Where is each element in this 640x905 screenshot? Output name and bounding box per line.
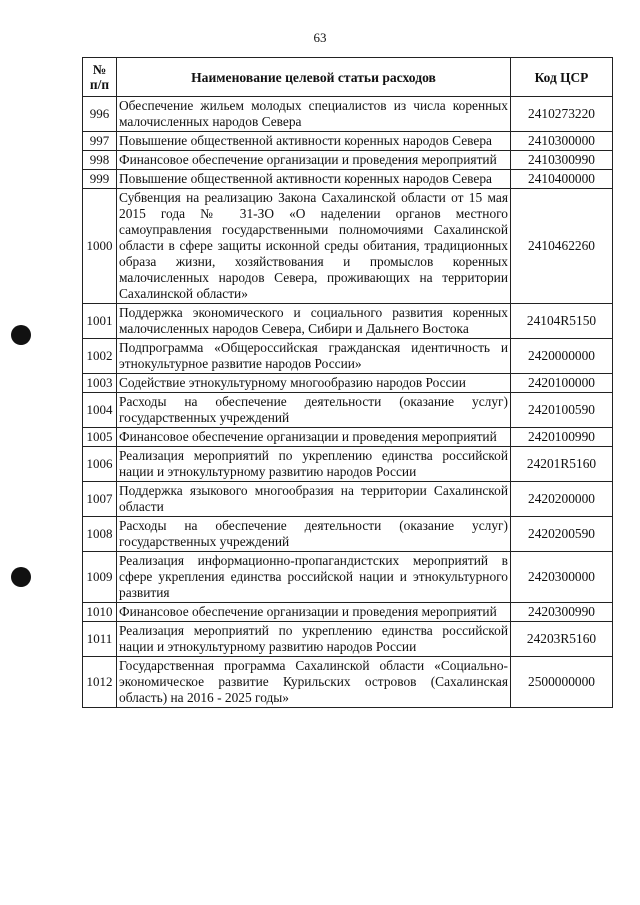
table-row bbox=[83, 189, 613, 304]
expense-item-text: Финансовое обеспечение организации и проведения мероприятий bbox=[119, 152, 497, 167]
expense-item-text: Повышение общественной активности коренных народов Севера bbox=[119, 171, 492, 186]
row-number: 1007 bbox=[83, 482, 117, 517]
expense-item-text: Поддержка языкового многообразия на территории Сахалинской области bbox=[119, 483, 508, 514]
row-number: 1011 bbox=[83, 622, 117, 657]
expense-item-text: Финансовое обеспечение организации и проведения мероприятий bbox=[119, 604, 497, 619]
expense-item-text: Поддержка экономического и социального развития коренных малочисленных народов Севера, Сибири и Дальнего Востока bbox=[119, 305, 508, 336]
target-code: 24201R5160 bbox=[511, 447, 613, 482]
header-name: Наименование целевой статьи расходов bbox=[117, 58, 511, 97]
expense-item-text: Обеспечение жильем молодых специалистов из числа коренных малочисленных народов Севера bbox=[119, 98, 508, 129]
punch-hole-mark bbox=[11, 325, 31, 345]
target-code: 2420100590 bbox=[511, 393, 613, 428]
expense-item-name bbox=[117, 552, 511, 603]
expense-item-name bbox=[117, 657, 511, 708]
expense-item-text: Субвенция на реализацию Закона Сахалинской области от 15 мая 2015 года № 31-ЗО «О наделении органов местного самоуправления государственными полномочиями Сахалинской области в сфере защиты исконной среды обитания, традиционных образа жизни, хозяйствования и промыслов коренных малочисленных народов Севера, проживающих на территории Сахалинской области» bbox=[119, 190, 508, 301]
page-number: 63 bbox=[313, 30, 327, 45]
expense-item-text: Расходы на обеспечение деятельности (оказание услуг) государственных учреждений bbox=[119, 518, 508, 549]
expense-item-name bbox=[117, 603, 511, 622]
expense-item-name bbox=[117, 304, 511, 339]
table-row bbox=[83, 482, 613, 517]
row-number: 1009 bbox=[83, 552, 117, 603]
target-code: 2420200590 bbox=[511, 517, 613, 552]
expense-item-text: Реализация мероприятий по укреплению единства российской нации и этнокультурному развитию народов России bbox=[119, 448, 508, 479]
row-number: 1004 bbox=[83, 393, 117, 428]
table-row bbox=[83, 339, 613, 374]
table-row bbox=[83, 657, 613, 708]
target-code: 2500000000 bbox=[511, 657, 613, 708]
row-number: 996 bbox=[83, 97, 117, 132]
expense-item-name bbox=[117, 482, 511, 517]
expense-item-text: Финансовое обеспечение организации и проведения мероприятий bbox=[119, 429, 497, 444]
header-num: № п/п bbox=[83, 58, 117, 97]
table-row bbox=[83, 97, 613, 132]
target-code: 2420300990 bbox=[511, 603, 613, 622]
table-row bbox=[83, 304, 613, 339]
table-row bbox=[83, 447, 613, 482]
row-number: 997 bbox=[83, 132, 117, 151]
row-number: 998 bbox=[83, 151, 117, 170]
table-row bbox=[83, 151, 613, 170]
target-code: 2420100000 bbox=[511, 374, 613, 393]
expense-item-text: Повышение общественной активности коренных народов Севера bbox=[119, 133, 492, 148]
expense-item-name bbox=[117, 447, 511, 482]
target-code: 24203R5160 bbox=[511, 622, 613, 657]
row-number: 1002 bbox=[83, 339, 117, 374]
table-row bbox=[83, 517, 613, 552]
table-row bbox=[83, 552, 613, 603]
table-row bbox=[83, 603, 613, 622]
row-number: 1005 bbox=[83, 428, 117, 447]
expense-item-name bbox=[117, 393, 511, 428]
row-number: 999 bbox=[83, 170, 117, 189]
expense-item-text: Подпрограмма «Общероссийская гражданская идентичность и этнокультурное развитие народов России» bbox=[119, 340, 508, 371]
punch-hole-mark bbox=[11, 567, 31, 587]
row-number: 1012 bbox=[83, 657, 117, 708]
target-code: 2420100990 bbox=[511, 428, 613, 447]
table-header-row bbox=[83, 58, 613, 97]
row-number: 1003 bbox=[83, 374, 117, 393]
expense-item-name bbox=[117, 374, 511, 393]
table-row bbox=[83, 622, 613, 657]
target-code: 2410300990 bbox=[511, 151, 613, 170]
table-row bbox=[83, 132, 613, 151]
target-code: 2410273220 bbox=[511, 97, 613, 132]
row-number: 1006 bbox=[83, 447, 117, 482]
expense-item-name bbox=[117, 339, 511, 374]
expense-item-text: Реализация информационно-пропагандистских мероприятий в сфере укрепления единства российской нации и этнокультурного развития bbox=[119, 553, 508, 600]
expense-item-name bbox=[117, 428, 511, 447]
table-row bbox=[83, 428, 613, 447]
target-code: 2410300000 bbox=[511, 132, 613, 151]
target-code: 24104R5150 bbox=[511, 304, 613, 339]
table-row bbox=[83, 393, 613, 428]
budget-classification-table bbox=[82, 57, 613, 708]
expense-item-text: Государственная программа Сахалинской области «Социально-экономическое развитие Курильских островов (Сахалинская область) на 2016 - 2025 годы» bbox=[119, 658, 508, 705]
target-code: 2420000000 bbox=[511, 339, 613, 374]
expense-item-text: Содействие этнокультурному многообразию народов России bbox=[119, 375, 466, 390]
row-number: 1008 bbox=[83, 517, 117, 552]
row-number: 1000 bbox=[83, 189, 117, 304]
row-number: 1001 bbox=[83, 304, 117, 339]
row-number: 1010 bbox=[83, 603, 117, 622]
expense-item-name bbox=[117, 517, 511, 552]
expense-item-name bbox=[117, 97, 511, 132]
expense-item-name bbox=[117, 151, 511, 170]
expense-item-text: Расходы на обеспечение деятельности (оказание услуг) государственных учреждений bbox=[119, 394, 508, 425]
target-code: 2410400000 bbox=[511, 170, 613, 189]
target-code: 2410462260 bbox=[511, 189, 613, 304]
expense-item-name bbox=[117, 170, 511, 189]
header-code: Код ЦСР bbox=[511, 58, 613, 97]
target-code: 2420300000 bbox=[511, 552, 613, 603]
table-row bbox=[83, 374, 613, 393]
target-code: 2420200000 bbox=[511, 482, 613, 517]
table-row bbox=[83, 170, 613, 189]
expense-item-name bbox=[117, 189, 511, 304]
expense-item-name bbox=[117, 622, 511, 657]
expense-item-text: Реализация мероприятий по укреплению единства российской нации и этнокультурному развитию народов России bbox=[119, 623, 508, 654]
expense-item-name bbox=[117, 132, 511, 151]
